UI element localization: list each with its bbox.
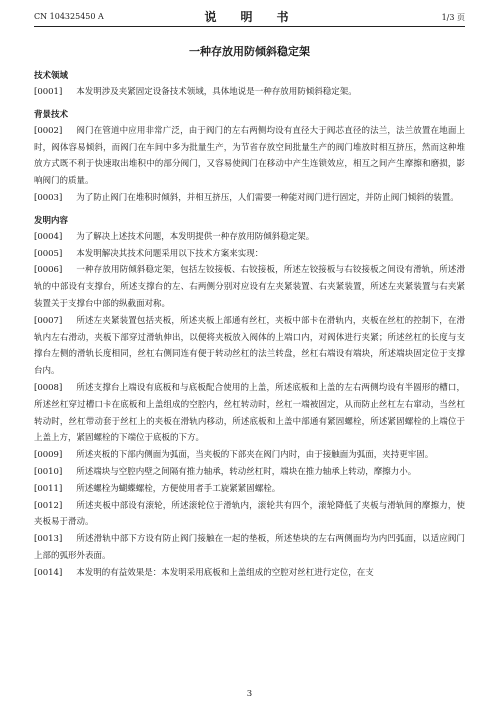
footer-page-number: 3 [246,689,253,699]
paragraph [34,481,465,498]
paragraph [34,531,465,565]
paragraph-number: [0001] [34,87,63,97]
paragraph-number: [0002] [34,125,63,136]
paragraph-text: 本发明的有益效果是：本发明采用底板和上盖组成的空腔对丝杠进行定位，在支 [76,567,374,578]
paragraph-text: 所述端块与空腔内壁之间隔有推力轴承，转动丝杠时，端块在推力轴承上转动，摩擦力小。 [76,466,417,477]
paragraph-number: [0005] [34,248,63,259]
header-divider [34,26,465,27]
paragraph [34,84,465,101]
paragraph-number: [0012] [34,500,63,511]
paragraph-number: [0003] [34,192,63,203]
publication-number: CN 104325450 A [34,12,104,21]
paragraph [34,313,465,380]
paragraph-text: 所述夹板中部设有滚轮，所述滚轮位于滑轨内，滚轮共有四个，滚轮降低了夹板与滑轨间的摩擦力，使夹板易于滑动。 [34,500,465,528]
paragraph [34,190,465,207]
document-body [34,38,465,582]
section-summary [34,213,465,582]
paragraph-text: 所述左夹紧装置包括夹板，所述夹板上部通有丝杠，夹板中部卡在滑轨内，夹板在丝杠的控制下，在滑轨内左右滑动，夹板下部穿过滑轨伸出，以便将夹板放入阀体的上端口内，对阀体进行夹紧；所述丝杠的长度与支撑台左侧的滑轨长度相同，丝杠右侧同连有便于转动丝杠的法兰转盘，丝杠右端设有端块，所述端块固定位于支撑台内。 [34,315,465,377]
paragraph-number: [0007] [34,315,63,326]
paragraph-number: [0014] [34,567,63,578]
paragraph [34,262,465,312]
paragraph-text: 所述支撑台上端设有底板和与底板配合使用的上盖，所述底板和上盖的左右两侧均设有半圆形的槽口，所述丝杠穿过槽口卡在底板和上盖组成的空腔内，丝杠转动时，丝杠一端被固定，从而防止丝杠左右窜动，当丝杠转动时，丝杠带动套于丝杠上的夹板在滑轨内移动，所述底板和上盖中部通有紧固螺栓，所述紧固螺栓的上端位于上盖上方，紧固螺栓的下端位于底板的下方。 [34,382,465,444]
paragraph-text: 为了防止阀门在堆积时倾斜，并相互挤压，人们需要一种能对阀门进行固定，并防止阀门倾斜的装置。 [76,192,459,203]
paragraph [34,565,465,582]
paragraph-number: [0009] [34,450,63,461]
document-type: 说 明 书 [204,10,295,24]
paragraph-text: 一种存放用防倾斜稳定架，包括左铰接板、右铰接板，所述左铰接板与右铰接板之间设有滑轨，所述滑轨的中部设有支撑台，所述支撑台的左、右两侧分别对应设有左夹紧装置、右夹紧装置，所述左夹紧装置与右夹紧装置关于支撑台中部的纵截面对称。 [34,265,465,309]
section-background [34,107,465,207]
paragraph [34,229,465,246]
page-header [34,8,465,26]
paragraph-text: 阀门在管道中应用非常广泛，由于阀门的左右两侧均设有直径大于阀芯直径的法兰，法兰放置在地面上时，阀体容易倾斜，而阀门在车间中多为批量生产，为节省存放空间批量生产的阀门堆放时相互挤压，然而这种堆放方式既不利于快速取出堆积中的部分阀门，又容易使阀门在移动中产生连锁效应，相互之间产生摩擦和磨损，影响阀门的质量。 [34,125,465,187]
paragraph-text: 所述夹板的下部内侧面为弧面，当夹板的下部夹在阀门内时，由于接触面为弧面，夹持更牢固。 [76,450,434,461]
paragraph [34,380,465,447]
paragraph [34,464,465,481]
page-indicator: 1/3 页 [441,13,465,22]
paragraph [34,123,465,190]
section-heading: 背景技术 [34,109,69,120]
paragraph-number: [0013] [34,534,63,545]
section-heading: 技术领域 [34,71,69,81]
paragraph-text: 为了解决上述技术问题，本发明提供一种存放用防倾斜稳定架。 [76,231,315,242]
paragraph-text: 本发明解决其技术问题采用以下技术方案来实现： [76,248,264,259]
paragraph-text: 本发明涉及夹紧固定设备技术领域，具体地说是一种存放用防倾斜稳定架。 [76,87,357,97]
paragraph-text: 所述螺栓为蝴蝶螺栓，方便使用者手工旋紧紧固螺栓。 [76,483,281,494]
paragraph [34,246,465,263]
paragraph [34,498,465,532]
paragraph-number: [0010] [34,466,63,477]
document-title: 一种存放用防倾斜稳定架 [189,45,310,58]
paragraph-number: [0011] [34,483,63,494]
section-heading: 发明内容 [34,215,69,226]
paragraph-number: [0004] [34,231,63,242]
paragraph-number: [0008] [34,382,63,393]
paragraph [34,447,465,464]
paragraph-number: [0006] [34,265,63,276]
paragraph-text: 所述滑轨中部下方设有防止阀门接触在一起的垫板，所述垫块的左右两侧面均为内凹弧面，以适应阀门上部的弧形外表面。 [34,534,465,561]
section-technical-field [34,68,465,101]
